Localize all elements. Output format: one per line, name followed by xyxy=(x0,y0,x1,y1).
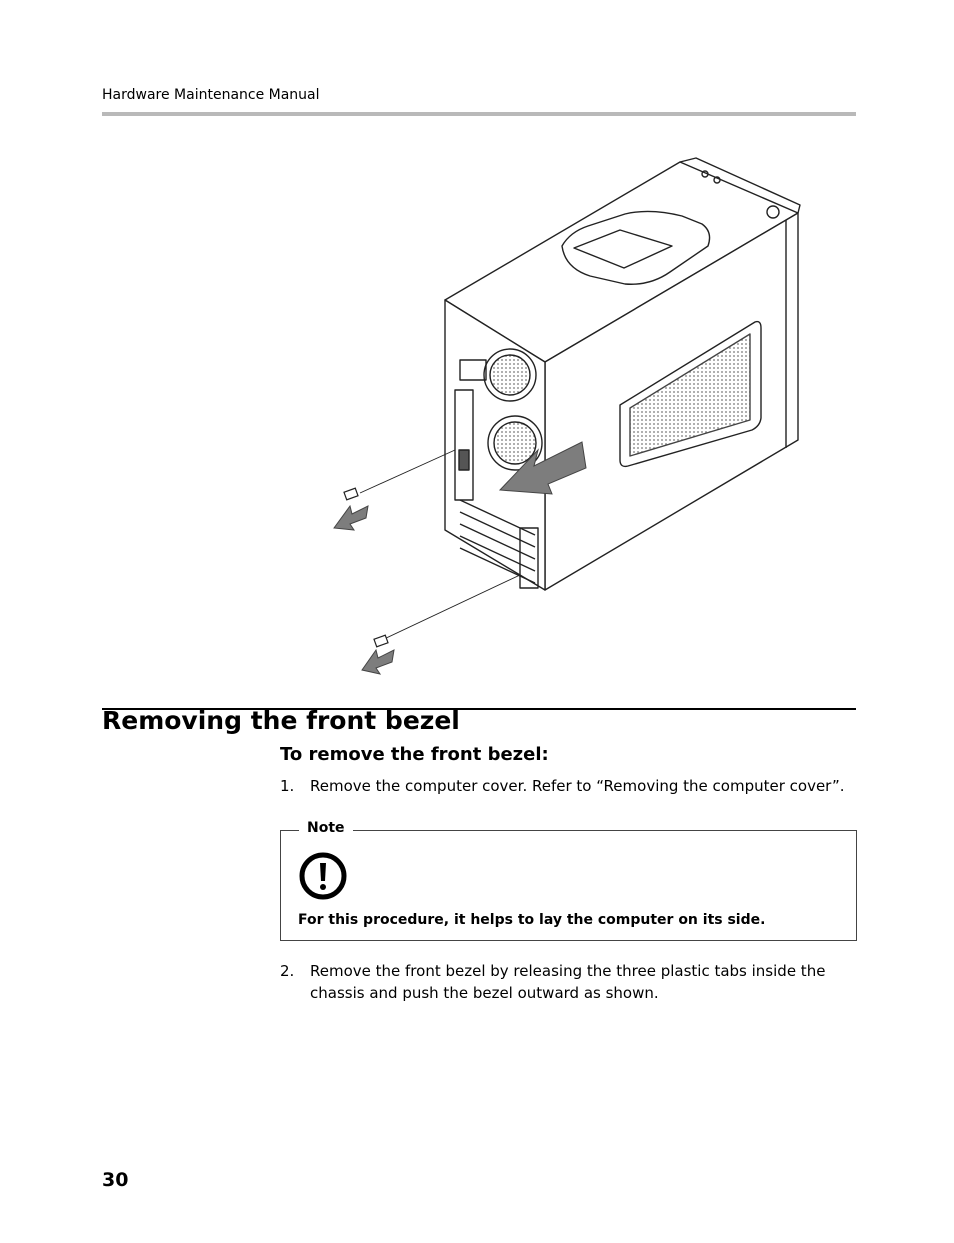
section-title: Removing the front bezel xyxy=(102,706,460,735)
note-text: For this procedure, it helps to lay the computer on its side. xyxy=(298,912,766,928)
running-header: Hardware Maintenance Manual xyxy=(102,87,320,103)
header-rule xyxy=(102,112,856,116)
computer-tower-illustration xyxy=(320,150,820,690)
step-text: Remove the computer cover. Refer to “Removing the computer cover”. xyxy=(310,777,845,795)
step-1 xyxy=(280,775,860,797)
exclamation-icon xyxy=(298,851,348,901)
procedure-title: To remove the front bezel: xyxy=(280,744,549,765)
step-text: Remove the front bezel by releasing the three plastic tabs inside the chassis and push the bezel outward as shown. xyxy=(310,962,826,1002)
step-number: 1. xyxy=(280,777,295,795)
note-box xyxy=(280,820,857,941)
note-label: Note xyxy=(299,820,353,836)
step-number: 2. xyxy=(280,962,295,980)
page-number: 30 xyxy=(102,1169,129,1191)
step-2 xyxy=(280,960,860,1004)
